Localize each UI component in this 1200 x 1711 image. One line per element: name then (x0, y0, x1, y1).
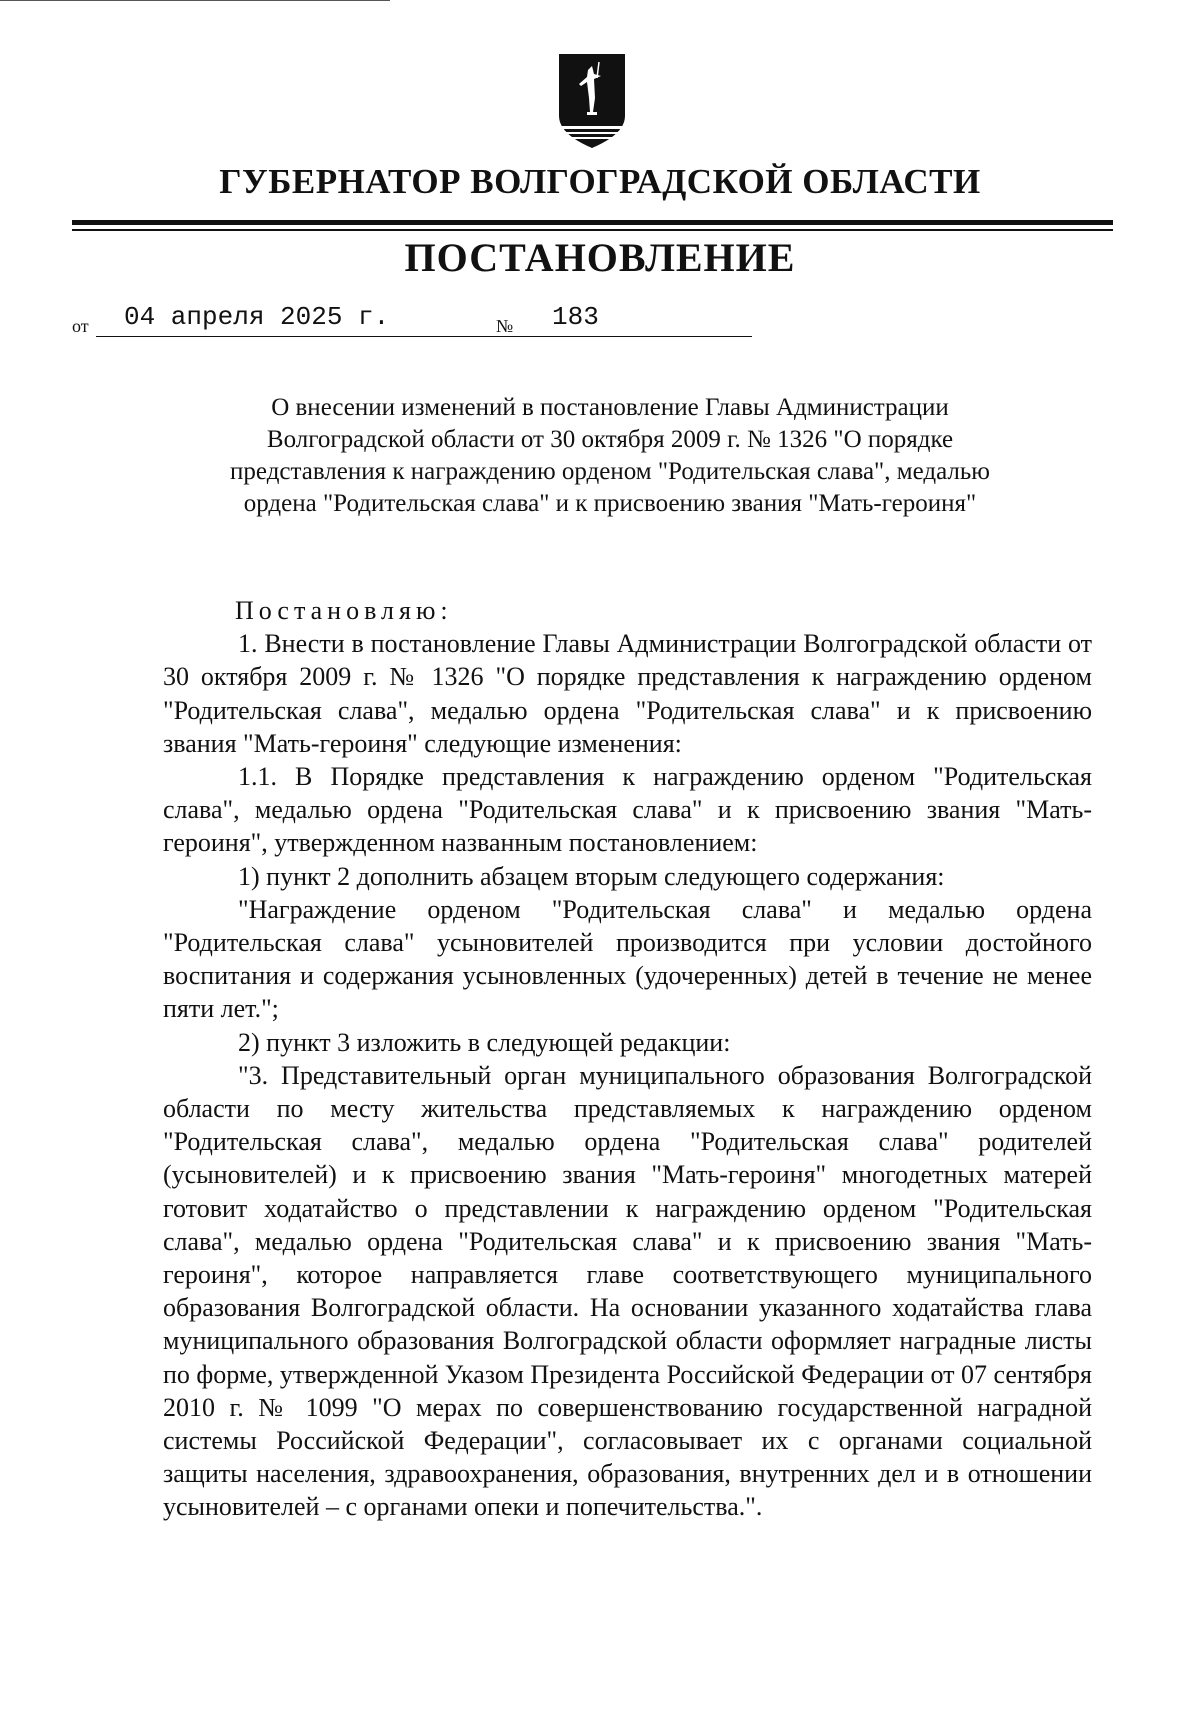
subject-line: представления к награждению орденом "Родительская слава", медалью (230, 458, 990, 485)
subject-line: Волгоградской области от 30 октября 2009 г. № 1326 "О порядке (266, 426, 954, 453)
date-value: 04 апреля 2025 г. (124, 302, 390, 332)
paragraph-1: 1. Внести в постановление Главы Администрации Волгоградской области от 30 октября 2009 г. № 1326 "О порядке представления к награждению орденом "Родительская слава", медалью ордена "Родительская слава" и к присвоению звания "Мать-героиня" следующие изменения: (163, 629, 1092, 758)
paragraph-1-1: 1.1. В Порядке представления к награждению орденом "Родительская слава", медалью ордена "Родительская слава" и к присвоению звания "Мать-героиня", утвержденном названным постановлением: (163, 762, 1092, 858)
header-divider-thin (72, 229, 1113, 231)
document-subject (150, 392, 1070, 520)
paragraph-item-2: 2) пункт 3 изложить в следующей редакции: (238, 1027, 731, 1057)
decree-word: Постановляю: (235, 596, 453, 625)
paragraph-quote-2: "3. Представительный орган муниципального образования Волгоградской области по месту жительства представляемых к награждению орденом "Родительская слава", медалью ордена "Родительская слава" родителей (усыновителей) и к присвоению звания "Мать-героиня" многодетных матерей готовит ходатайство о представлении к награждению орденом "Родительская слава", медалью ордена "Родительская слава" и к присвоению звания "Мать-героиня", которое направляется главе соответствующего муниципального образования Волгоградской области. На основании указанного ходатайства глава муниципального образования Волгоградской области оформляет наградные листы по форме, утвержденной Указом Президента Российской Федерации от 07 сентября 2010 г. № 1099 "О мерах по совершенствованию государственной наградной системы Российской Федерации", согласовывает их с органами социальной защиты населения, здравоохранения, образования, внутренних дел и в отношении усыновителей – с органами опеки и попечительства.". (163, 1060, 1092, 1522)
subject-line: О внесении изменений в постановление Главы Администрации (271, 394, 949, 421)
date-label: от (72, 316, 89, 336)
paragraph-item-1: 1) пункт 2 дополнить абзацем вторым следующего содержания: (238, 861, 945, 891)
number-value: 183 (552, 302, 599, 332)
document-type-heading: ПОСТАНОВЛЕНИЕ (404, 235, 796, 280)
paragraph-quote-1: "Награждение орденом "Родительская слава" и медалью ордена "Родительская слава" усыновителей производится при условии достойного воспитания и содержания усыновленных (удочеренных) детей в течение не менее пяти лет."; (163, 894, 1092, 1024)
subject-line: ордена "Родительская слава" и к присвоению звания "Мать-героиня" (243, 490, 977, 517)
header-divider-thick (72, 220, 1113, 225)
date-underline (96, 336, 552, 337)
number-label: № (496, 316, 514, 336)
number-underline (522, 336, 752, 337)
organization-title: ГУБЕРНАТОР ВОЛГОГРАДСКОЙ ОБЛАСТИ (219, 162, 981, 201)
coat-of-arms-icon (557, 52, 627, 150)
scan-edge-line (0, 0, 390, 1)
document-body (163, 594, 1092, 1524)
